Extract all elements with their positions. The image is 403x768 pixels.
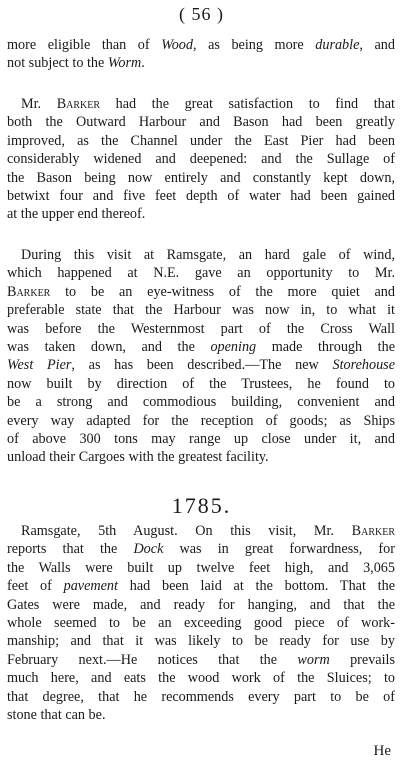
- page-number: ( 56 ): [179, 4, 224, 24]
- text-line: not subject to the Worm.: [7, 55, 145, 72]
- text-line: During this visit at Ramsgate, an hard gale of wind,: [21, 247, 395, 263]
- text-line: manship; and that it was likely to be ready for use by: [7, 633, 395, 650]
- text-line: which happened at N.E. gave an opportunity to Mr.: [7, 265, 395, 282]
- text-line: was before the Westernmost part of the Cross Wall: [7, 320, 395, 337]
- text-line: both the Outward Harbour and Bason had been greatly: [7, 114, 395, 131]
- text-line: much here, and eats the wood work of the Sluices; to: [7, 670, 395, 687]
- text-line: West Pier, as has been described.—The new Storehouse: [7, 357, 395, 374]
- text-line: preferable state that the Harbour was now in, to what it: [7, 302, 395, 319]
- text-line: considerably widened and deepened: and the Sullage of: [7, 151, 395, 168]
- text-line: Gates were made, and ready for hanging, and that the: [7, 596, 395, 613]
- text-line: now built by direction of the Trustees, he found to: [7, 375, 395, 392]
- text-line: Ramsgate, 5th August. On this visit, Mr. Barker: [21, 523, 395, 539]
- text-line: improved, as the Channel under the East Pier had been: [7, 132, 395, 149]
- text-line: at the upper end thereof.: [7, 206, 146, 223]
- paragraph-dock-report: [7, 522, 395, 724]
- text-line: every way adapted for the reception of goods; as Ships: [7, 412, 395, 429]
- paragraph-harbour-improvement: [7, 95, 395, 224]
- catchword: He: [373, 743, 391, 759]
- paragraph-continuation: [7, 36, 395, 73]
- text-line: unload their Cargoes with the greatest facility.: [7, 449, 269, 466]
- text-line: February next.—He notices that the worm prevails: [7, 651, 395, 668]
- paragraph-gale-visit: [7, 246, 395, 467]
- text-line: that degree, that he recommends every part to be of: [7, 688, 395, 705]
- text-line: the Bason being now entirely and constantly kept down,: [7, 169, 395, 186]
- text-line: was taken down, and the opening made through the: [7, 339, 395, 356]
- text-line: of above 300 tons may range up close under it, and: [7, 431, 395, 448]
- text-line: be a strong and commodious building, convenient and: [7, 394, 395, 411]
- text-line: Barker to be an eye-witness of the more quiet and: [7, 283, 395, 300]
- text-line: the Walls were built up twelve feet high, and 3,065: [7, 559, 395, 576]
- text-line: betwixt four and five feet depth of water had been gained: [7, 188, 395, 205]
- text-line: more eligible than of Wood, as being more durable, and: [7, 37, 395, 53]
- text-line: stone that can be.: [7, 707, 106, 724]
- text-line: reports that the Dock was in great forwardness, for: [7, 541, 395, 558]
- text-line: Mr. Barker had the great satisfaction to find that: [21, 96, 396, 112]
- text-line: whole seemed to be an exceeding good piece of work-: [7, 615, 395, 632]
- text-line: feet of pavement had been laid at the bottom. That the: [7, 578, 395, 595]
- year-heading: 1785.: [171, 493, 232, 518]
